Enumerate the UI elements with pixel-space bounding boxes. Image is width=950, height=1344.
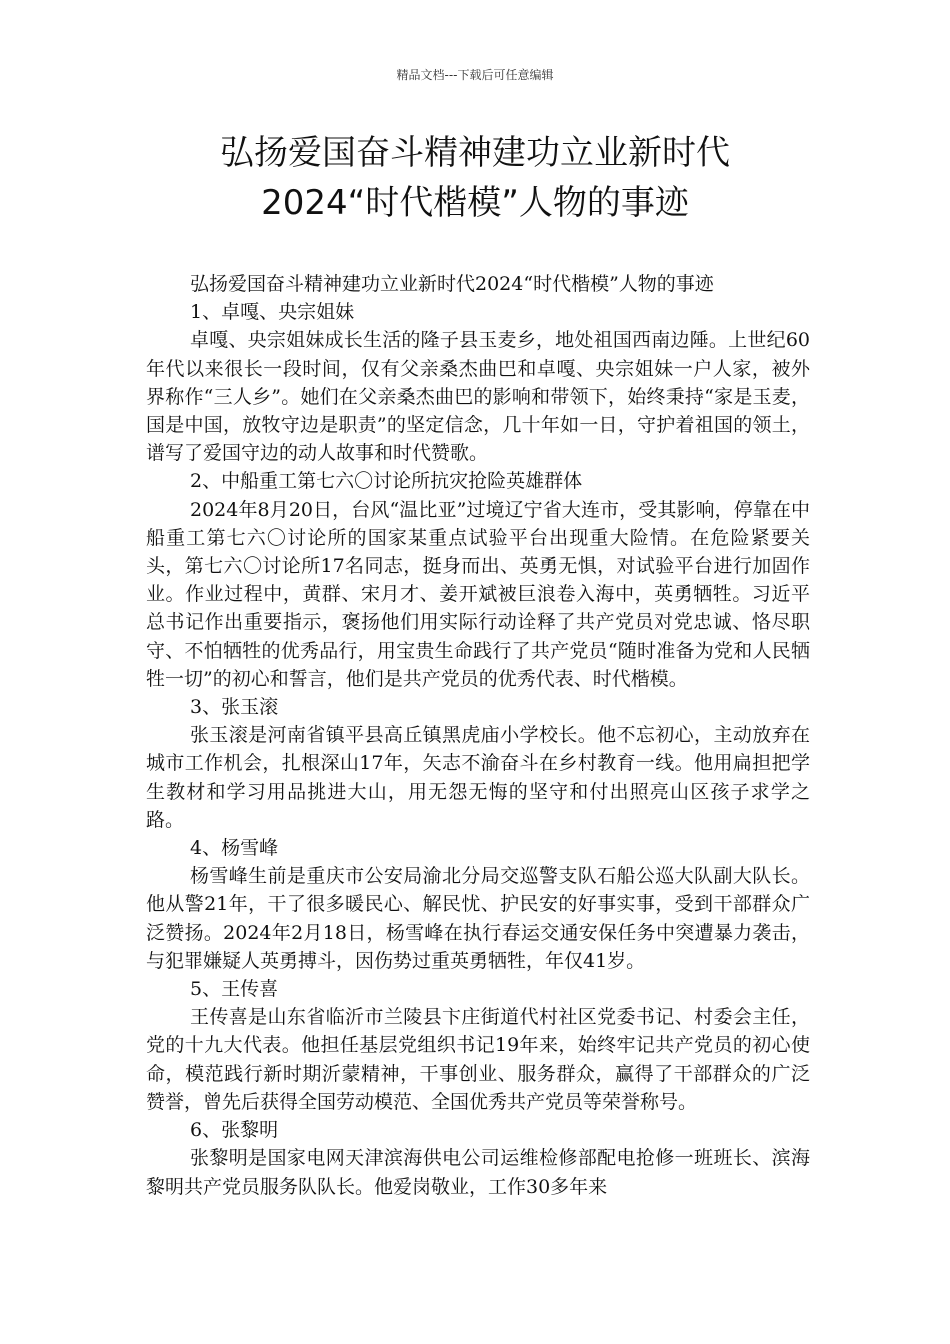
page-header: 精品文档---下载后可任意编辑 xyxy=(396,68,554,82)
section-text: 杨雪峰生前是重庆市公安局渝北分局交巡警支队石船公巡大队副大队长。他从警21年，干了很多暖民心、解民忧、护民安的好事实事，受到干部群众广泛赞扬。2024年2月18日，杨雪峰在执行春运交通安保任务中突遭暴力袭击，与犯罪嫌疑人英勇搏斗，因伤势过重英勇牺牲，年仅41岁。 xyxy=(146,865,810,972)
section-text: 2024年8月20日，台风“温比亚”过境辽宁省大连市，受其影响，停靠在中船重工第七六〇讨论所的国家某重点试验平台出现重大险情。在危险紧要关头，第七六〇讨论所17名同志，挺身而出、英勇无惧，对试验平台进行加固作业。作业过程中，黄群、宋月才、姜开斌被巨浪卷入海中，英勇牺牲。习近平总书记作出重要指示，褒扬他们用实际行动诠释了共产党员对党忠诚、恪尽职守、不怕牺牲的优秀品行，用宝贵生命践行了共产党员“随时准备为党和人民牺牲一切”的初心和誓言，他们是共产党员的优秀代表、时代楷模。 xyxy=(146,498,810,690)
section-text: 张黎明是国家电网天津滨海供电公司运维检修部配电抢修一班班长、滨海黎明共产党员服务队队长。他爱岗敬业，工作30多年来 xyxy=(146,1147,810,1198)
section-heading: 6、张黎明 xyxy=(190,1119,279,1142)
section-text: 王传喜是山东省临沂市兰陵县卞庄街道代村社区党委书记、村委会主任，党的十九大代表。他担任基层党组织书记19年来，始终牢记共产党员的初心使命，模范践行新时期沂蒙精神，干事创业、服务群众，赢得了干部群众的广泛赞誉，曾先后获得全国劳动模范、全国优秀共产党员等荣誉称号。 xyxy=(146,1006,810,1113)
section-text: 卓嘎、央宗姐妹成长生活的隆子县玉麦乡，地处祖国西南边陲。上世纪60年代以来很长一段时间，仅有父亲桑杰曲巴和卓嘎、央宗姐妹一户人家，被外界称作“三人乡”。她们在父亲桑杰曲巴的影响和带领下，始终秉持“家是玉麦，国是中国，放牧守边是职责”的坚定信念，几十年如一日，守护着祖国的领土，谱写了爱国守边的动人故事和时代赞歌。 xyxy=(146,329,810,465)
document-body xyxy=(146,270,810,1201)
section-heading: 4、杨雪峰 xyxy=(190,837,279,860)
section-heading: 2、中船重工第七六〇讨论所抗灾抢险英雄群体 xyxy=(190,470,583,493)
intro-paragraph: 弘扬爱国奋斗精神建功立业新时代2024“时代楷模”人物的事迹 xyxy=(190,273,714,295)
title-line-2: 2024“时代楷模”人物的事迹 xyxy=(261,183,689,223)
section-text: 张玉滚是河南省镇平县高丘镇黑虎庙小学校长。他不忘初心，主动放弃在城市工作机会，扎根深山17年，矢志不渝奋斗在乡村教育一线。他用扁担把学生教材和学习用品挑进大山，用无怨无悔的坚守和付出照亮山区孩子求学之路。 xyxy=(146,724,810,831)
section-heading: 3、张玉滚 xyxy=(190,696,279,719)
section-heading: 1、卓嘎、央宗姐妹 xyxy=(190,301,355,324)
title-line-1: 弘扬爱国奋斗精神建功立业新时代 xyxy=(220,133,730,173)
document-title xyxy=(0,128,950,228)
section-heading: 5、王传喜 xyxy=(190,978,279,1001)
